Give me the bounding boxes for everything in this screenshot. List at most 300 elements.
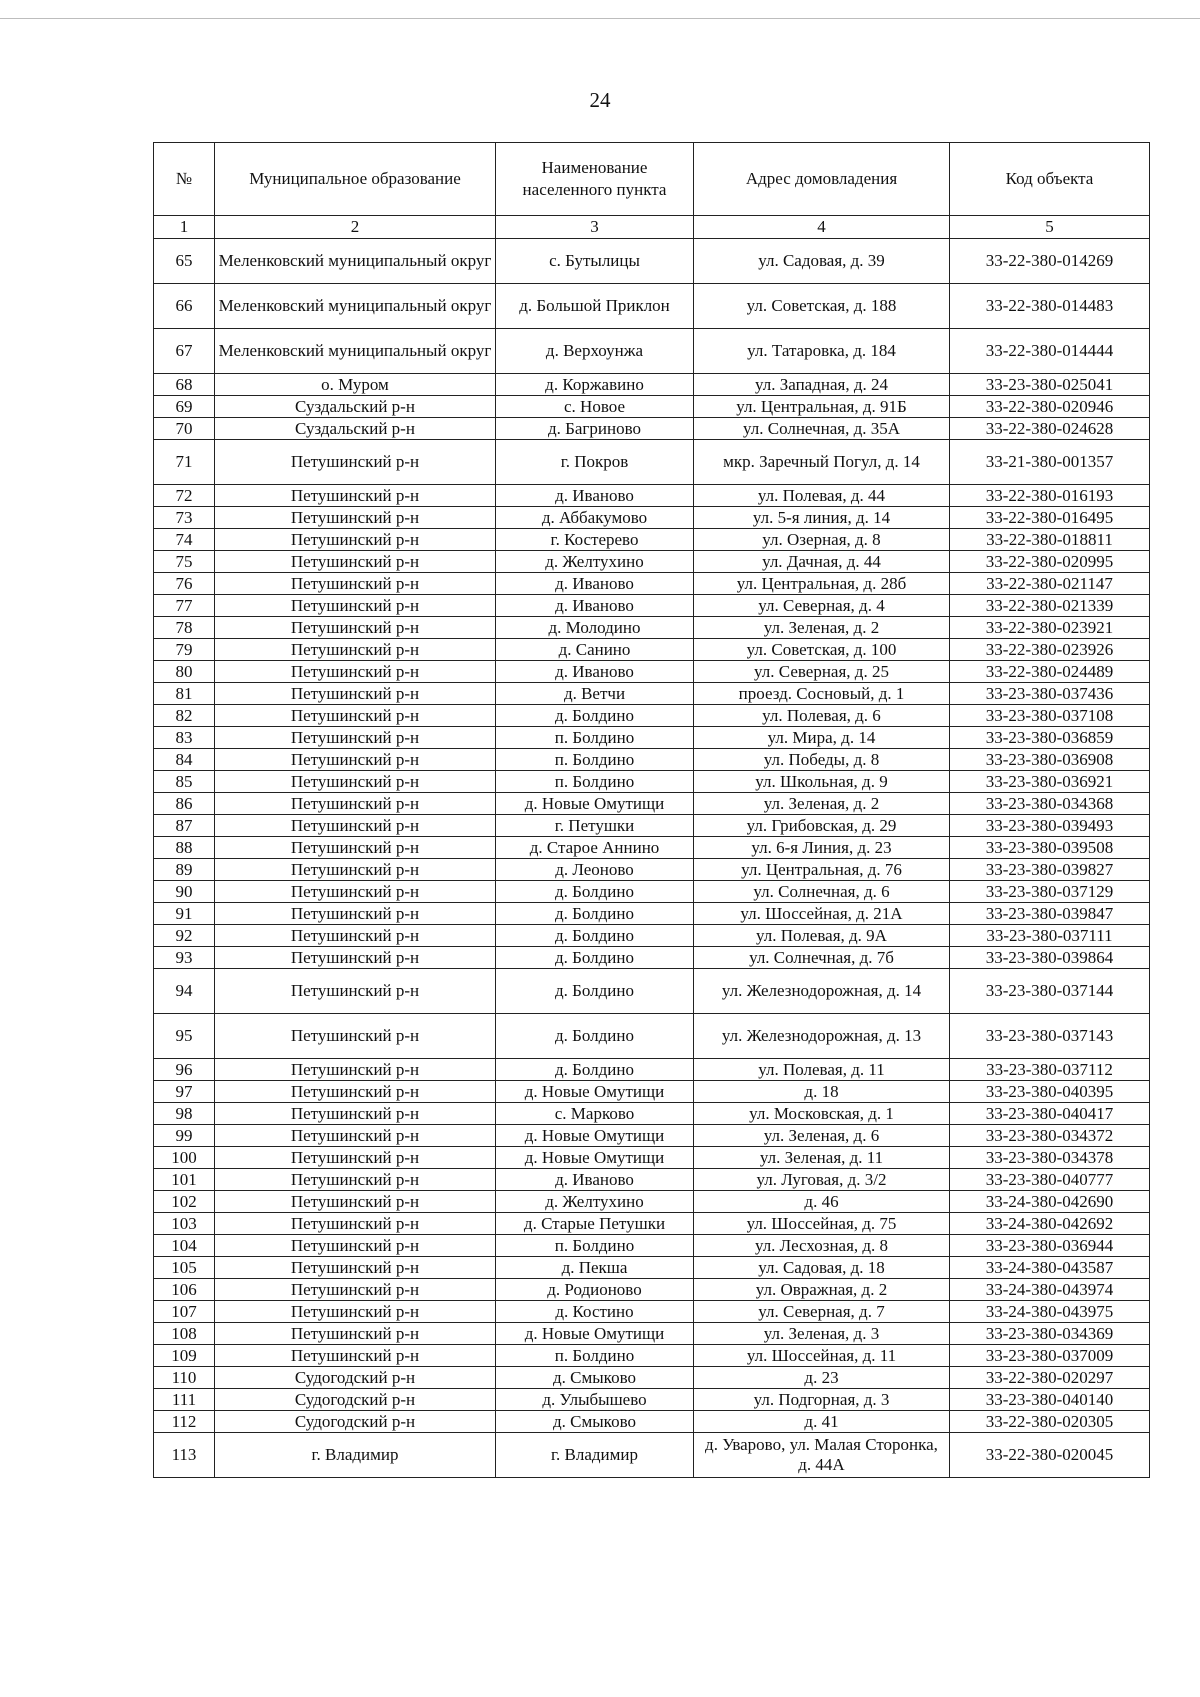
address-cell: ул. Мира, д. 14: [694, 727, 950, 749]
table-row: [154, 1389, 1150, 1411]
row-number-cell: 104: [154, 1235, 215, 1257]
settlement-cell: д. Новые Омутищи: [496, 1147, 694, 1169]
object-code-cell: 33-23-380-037129: [950, 881, 1150, 903]
row-number-cell: 79: [154, 639, 215, 661]
municipality-cell: Петушинский р-н: [215, 1059, 496, 1081]
row-number-cell: 98: [154, 1103, 215, 1125]
address-cell: ул. Зеленая, д. 2: [694, 617, 950, 639]
row-number-cell: 88: [154, 837, 215, 859]
object-code-cell: 33-22-380-014444: [950, 329, 1150, 374]
table-row: [154, 1323, 1150, 1345]
row-number-cell: 73: [154, 507, 215, 529]
table-row: [154, 329, 1150, 374]
address-cell: ул. Озерная, д. 8: [694, 529, 950, 551]
municipality-cell: Петушинский р-н: [215, 617, 496, 639]
row-number-cell: 77: [154, 595, 215, 617]
municipality-cell: Петушинский р-н: [215, 1301, 496, 1323]
object-code-cell: 33-23-380-039864: [950, 947, 1150, 969]
municipality-cell: Петушинский р-н: [215, 1279, 496, 1301]
table-row: [154, 661, 1150, 683]
municipality-cell: Петушинский р-н: [215, 815, 496, 837]
row-number-cell: 87: [154, 815, 215, 837]
address-cell: ул. Железнодорожная, д. 13: [694, 1014, 950, 1059]
object-code-cell: 33-21-380-001357: [950, 440, 1150, 485]
address-cell: ул. Дачная, д. 44: [694, 551, 950, 573]
settlement-cell: д. Иваново: [496, 1169, 694, 1191]
table-row: [154, 1014, 1150, 1059]
object-code-cell: 33-23-380-039508: [950, 837, 1150, 859]
row-number-cell: 111: [154, 1389, 215, 1411]
table-row: [154, 617, 1150, 639]
municipality-cell: Меленковский муниципальный округ: [215, 239, 496, 284]
table-row: [154, 1103, 1150, 1125]
table-row: [154, 507, 1150, 529]
object-code-cell: 33-23-380-036944: [950, 1235, 1150, 1257]
address-cell: ул. Западная, д. 24: [694, 374, 950, 396]
object-code-cell: 33-22-380-023921: [950, 617, 1150, 639]
settlement-cell: п. Болдино: [496, 1235, 694, 1257]
address-cell: ул. Северная, д. 7: [694, 1301, 950, 1323]
object-code-cell: 33-23-380-037111: [950, 925, 1150, 947]
row-number-cell: 112: [154, 1411, 215, 1433]
table-row: [154, 749, 1150, 771]
address-cell: ул. Шоссейная, д. 11: [694, 1345, 950, 1367]
row-number-cell: 92: [154, 925, 215, 947]
object-code-cell: 33-23-380-037108: [950, 705, 1150, 727]
table-row: [154, 396, 1150, 418]
row-number-cell: 66: [154, 284, 215, 329]
address-cell: ул. 5-я линия, д. 14: [694, 507, 950, 529]
table-row: [154, 284, 1150, 329]
settlement-cell: д. Костино: [496, 1301, 694, 1323]
settlement-cell: д. Молодино: [496, 617, 694, 639]
row-number-cell: 80: [154, 661, 215, 683]
object-code-cell: 33-23-380-037112: [950, 1059, 1150, 1081]
address-cell: ул. Советская, д. 188: [694, 284, 950, 329]
header-object-code: Код объекта: [950, 143, 1150, 216]
table-row: [154, 837, 1150, 859]
municipality-cell: Суздальский р-н: [215, 418, 496, 440]
table-row: [154, 1433, 1150, 1478]
settlement-cell: г. Петушки: [496, 815, 694, 837]
address-cell: ул. Солнечная, д. 35А: [694, 418, 950, 440]
settlement-cell: п. Болдино: [496, 771, 694, 793]
settlement-cell: п. Болдино: [496, 727, 694, 749]
row-number-cell: 97: [154, 1081, 215, 1103]
object-code-cell: 33-22-380-023926: [950, 639, 1150, 661]
municipality-cell: Петушинский р-н: [215, 551, 496, 573]
row-number-cell: 100: [154, 1147, 215, 1169]
row-number-cell: 74: [154, 529, 215, 551]
municipality-cell: Петушинский р-н: [215, 1213, 496, 1235]
address-cell: ул. Северная, д. 4: [694, 595, 950, 617]
object-code-cell: 33-23-380-034372: [950, 1125, 1150, 1147]
object-code-cell: 33-23-380-034368: [950, 793, 1150, 815]
column-number: 1: [154, 216, 215, 239]
row-number-cell: 75: [154, 551, 215, 573]
address-cell: ул. Луговая, д. 3/2: [694, 1169, 950, 1191]
address-cell: ул. Центральная, д. 28б: [694, 573, 950, 595]
header-municipality: Муниципальное образование: [215, 143, 496, 216]
address-cell: ул. Шоссейная, д. 75: [694, 1213, 950, 1235]
page-top-rule: [0, 18, 1200, 19]
settlement-cell: д. Иваново: [496, 661, 694, 683]
row-number-cell: 86: [154, 793, 215, 815]
object-code-cell: 33-23-380-037143: [950, 1014, 1150, 1059]
address-cell: ул. Садовая, д. 39: [694, 239, 950, 284]
table-row: [154, 639, 1150, 661]
table-row: [154, 859, 1150, 881]
row-number-cell: 110: [154, 1367, 215, 1389]
settlement-cell: д. Леоново: [496, 859, 694, 881]
header-number: №: [154, 143, 215, 216]
settlement-cell: д. Смыково: [496, 1367, 694, 1389]
settlement-cell: г. Костерево: [496, 529, 694, 551]
object-code-cell: 33-23-380-034369: [950, 1323, 1150, 1345]
settlement-cell: д. Иваново: [496, 573, 694, 595]
object-code-cell: 33-23-380-040777: [950, 1169, 1150, 1191]
settlement-cell: д. Желтухино: [496, 551, 694, 573]
address-cell: ул. Зеленая, д. 11: [694, 1147, 950, 1169]
object-code-cell: 33-24-380-043975: [950, 1301, 1150, 1323]
municipality-cell: Петушинский р-н: [215, 1191, 496, 1213]
address-cell: мкр. Заречный Погул, д. 14: [694, 440, 950, 485]
municipality-cell: Петушинский р-н: [215, 507, 496, 529]
row-number-cell: 71: [154, 440, 215, 485]
table-row: [154, 1147, 1150, 1169]
table-row: [154, 947, 1150, 969]
object-code-cell: 33-22-380-024489: [950, 661, 1150, 683]
settlement-cell: п. Болдино: [496, 1345, 694, 1367]
address-cell: д. 18: [694, 1081, 950, 1103]
object-code-cell: 33-23-380-039827: [950, 859, 1150, 881]
row-number-cell: 90: [154, 881, 215, 903]
table-row: [154, 903, 1150, 925]
row-number-cell: 67: [154, 329, 215, 374]
settlement-cell: с. Марково: [496, 1103, 694, 1125]
table-row: [154, 1345, 1150, 1367]
address-cell: ул. Овражная, д. 2: [694, 1279, 950, 1301]
row-number-cell: 65: [154, 239, 215, 284]
row-number-cell: 83: [154, 727, 215, 749]
row-number-cell: 101: [154, 1169, 215, 1191]
address-cell: д. 46: [694, 1191, 950, 1213]
address-cell: ул. Полевая, д. 9А: [694, 925, 950, 947]
object-code-cell: 33-22-380-016495: [950, 507, 1150, 529]
row-number-cell: 76: [154, 573, 215, 595]
settlement-cell: д. Иваново: [496, 485, 694, 507]
municipality-cell: Петушинский р-н: [215, 440, 496, 485]
object-code-cell: 33-23-380-040417: [950, 1103, 1150, 1125]
column-number: 3: [496, 216, 694, 239]
address-cell: ул. Солнечная, д. 6: [694, 881, 950, 903]
municipality-cell: Петушинский р-н: [215, 793, 496, 815]
table-row: [154, 683, 1150, 705]
table-row: [154, 374, 1150, 396]
row-number-cell: 81: [154, 683, 215, 705]
object-code-cell: 33-23-380-037009: [950, 1345, 1150, 1367]
address-cell: ул. Северная, д. 25: [694, 661, 950, 683]
table-row: [154, 1411, 1150, 1433]
municipality-cell: Петушинский р-н: [215, 683, 496, 705]
settlement-cell: п. Болдино: [496, 749, 694, 771]
settlement-cell: д. Болдино: [496, 969, 694, 1014]
municipality-cell: Петушинский р-н: [215, 903, 496, 925]
table-row: [154, 727, 1150, 749]
table-row: [154, 1367, 1150, 1389]
object-code-cell: 33-23-380-040395: [950, 1081, 1150, 1103]
municipality-cell: Петушинский р-н: [215, 485, 496, 507]
municipality-cell: Меленковский муниципальный округ: [215, 329, 496, 374]
settlement-cell: д. Верхоунжа: [496, 329, 694, 374]
table-row: [154, 925, 1150, 947]
table-row: [154, 1279, 1150, 1301]
table-row: [154, 969, 1150, 1014]
table-row: [154, 1081, 1150, 1103]
row-number-cell: 105: [154, 1257, 215, 1279]
address-cell: ул. Грибовская, д. 29: [694, 815, 950, 837]
object-code-cell: 33-22-380-014269: [950, 239, 1150, 284]
municipality-cell: Петушинский р-н: [215, 1081, 496, 1103]
municipality-cell: Петушинский р-н: [215, 1257, 496, 1279]
address-cell: ул. Шоссейная, д. 21А: [694, 903, 950, 925]
municipality-cell: Петушинский р-н: [215, 1103, 496, 1125]
settlement-cell: д. Багриново: [496, 418, 694, 440]
row-number-cell: 103: [154, 1213, 215, 1235]
table-row: [154, 595, 1150, 617]
table-row: [154, 793, 1150, 815]
table-row: [154, 239, 1150, 284]
row-number-cell: 91: [154, 903, 215, 925]
row-number-cell: 82: [154, 705, 215, 727]
municipality-cell: Суздальский р-н: [215, 396, 496, 418]
row-number-cell: 99: [154, 1125, 215, 1147]
row-number-cell: 107: [154, 1301, 215, 1323]
header-settlement: Наименование населенного пункта: [496, 143, 694, 216]
object-code-cell: 33-23-380-039493: [950, 815, 1150, 837]
row-number-cell: 94: [154, 969, 215, 1014]
address-cell: ул. Солнечная, д. 7б: [694, 947, 950, 969]
table-row: [154, 1235, 1150, 1257]
municipality-cell: Меленковский муниципальный округ: [215, 284, 496, 329]
table-header-row: [154, 143, 1150, 216]
row-number-cell: 70: [154, 418, 215, 440]
settlement-cell: д. Болдино: [496, 947, 694, 969]
object-code-cell: 33-22-380-018811: [950, 529, 1150, 551]
address-cell: ул. Лесхозная, д. 8: [694, 1235, 950, 1257]
municipality-cell: Петушинский р-н: [215, 859, 496, 881]
column-number: 4: [694, 216, 950, 239]
row-number-cell: 109: [154, 1345, 215, 1367]
row-number-cell: 108: [154, 1323, 215, 1345]
address-cell: ул. Московская, д. 1: [694, 1103, 950, 1125]
address-cell: д. Уварово, ул. Малая Сторонка, д. 44А: [694, 1433, 950, 1478]
municipality-cell: Петушинский р-н: [215, 639, 496, 661]
object-code-cell: 33-22-380-016193: [950, 485, 1150, 507]
municipality-cell: Петушинский р-н: [215, 661, 496, 683]
municipality-cell: Петушинский р-н: [215, 1014, 496, 1059]
municipality-cell: Петушинский р-н: [215, 881, 496, 903]
table-row: [154, 1301, 1150, 1323]
table-row: [154, 1125, 1150, 1147]
settlement-cell: д. Старое Аннино: [496, 837, 694, 859]
table-row: [154, 529, 1150, 551]
object-code-cell: 33-24-380-043587: [950, 1257, 1150, 1279]
table-row: [154, 1257, 1150, 1279]
row-number-cell: 95: [154, 1014, 215, 1059]
settlement-cell: д. Ветчи: [496, 683, 694, 705]
municipality-cell: Судогодский р-н: [215, 1367, 496, 1389]
municipality-cell: Петушинский р-н: [215, 1147, 496, 1169]
address-cell: ул. Советская, д. 100: [694, 639, 950, 661]
object-code-cell: 33-23-380-036908: [950, 749, 1150, 771]
address-cell: ул. 6-я Линия, д. 23: [694, 837, 950, 859]
municipality-cell: г. Владимир: [215, 1433, 496, 1478]
municipality-cell: Петушинский р-н: [215, 529, 496, 551]
object-code-cell: 33-23-380-034378: [950, 1147, 1150, 1169]
settlement-cell: д. Болдино: [496, 903, 694, 925]
settlement-cell: д. Санино: [496, 639, 694, 661]
row-number-cell: 68: [154, 374, 215, 396]
settlement-cell: д. Новые Омутищи: [496, 793, 694, 815]
object-code-cell: 33-22-380-021147: [950, 573, 1150, 595]
settlement-cell: с. Бутылицы: [496, 239, 694, 284]
row-number-cell: 96: [154, 1059, 215, 1081]
settlement-cell: д. Улыбышево: [496, 1389, 694, 1411]
settlement-cell: д. Аббакумово: [496, 507, 694, 529]
header-address: Адрес домовладения: [694, 143, 950, 216]
objects-table: [153, 142, 1150, 1478]
object-code-cell: 33-24-380-043974: [950, 1279, 1150, 1301]
municipality-cell: Петушинский р-н: [215, 595, 496, 617]
settlement-cell: д. Болдино: [496, 1059, 694, 1081]
municipality-cell: Петушинский р-н: [215, 771, 496, 793]
page-number: 24: [589, 88, 611, 112]
row-number-cell: 69: [154, 396, 215, 418]
object-code-cell: 33-23-380-025041: [950, 374, 1150, 396]
object-code-cell: 33-24-380-042690: [950, 1191, 1150, 1213]
row-number-cell: 72: [154, 485, 215, 507]
address-cell: ул. Татаровка, д. 184: [694, 329, 950, 374]
address-cell: ул. Школьная, д. 9: [694, 771, 950, 793]
settlement-cell: г. Владимир: [496, 1433, 694, 1478]
table-row: [154, 881, 1150, 903]
address-cell: ул. Железнодорожная, д. 14: [694, 969, 950, 1014]
row-number-cell: 93: [154, 947, 215, 969]
table-row: [154, 1059, 1150, 1081]
settlement-cell: д. Болдино: [496, 881, 694, 903]
object-code-cell: 33-22-380-020297: [950, 1367, 1150, 1389]
object-code-cell: 33-23-380-039847: [950, 903, 1150, 925]
object-code-cell: 33-23-380-036859: [950, 727, 1150, 749]
settlement-cell: д. Старые Петушки: [496, 1213, 694, 1235]
settlement-cell: д. Болдино: [496, 925, 694, 947]
table-row: [154, 705, 1150, 727]
table-row: [154, 771, 1150, 793]
object-code-cell: 33-22-380-020045: [950, 1433, 1150, 1478]
settlement-cell: д. Родионово: [496, 1279, 694, 1301]
settlement-cell: д. Новые Омутищи: [496, 1323, 694, 1345]
address-cell: ул. Зеленая, д. 6: [694, 1125, 950, 1147]
municipality-cell: Судогодский р-н: [215, 1389, 496, 1411]
column-number: 2: [215, 216, 496, 239]
object-code-cell: 33-22-380-020995: [950, 551, 1150, 573]
settlement-cell: с. Новое: [496, 396, 694, 418]
table-row: [154, 418, 1150, 440]
object-code-cell: 33-22-380-020946: [950, 396, 1150, 418]
address-cell: проезд. Сосновый, д. 1: [694, 683, 950, 705]
address-cell: ул. Садовая, д. 18: [694, 1257, 950, 1279]
address-cell: ул. Полевая, д. 6: [694, 705, 950, 727]
object-code-cell: 33-22-380-014483: [950, 284, 1150, 329]
municipality-cell: Петушинский р-н: [215, 925, 496, 947]
settlement-cell: д. Смыково: [496, 1411, 694, 1433]
municipality-cell: Петушинский р-н: [215, 1345, 496, 1367]
object-code-cell: 33-23-380-037436: [950, 683, 1150, 705]
object-code-cell: 33-23-380-037144: [950, 969, 1150, 1014]
table-row: [154, 551, 1150, 573]
municipality-cell: Петушинский р-н: [215, 1235, 496, 1257]
table-body: [154, 239, 1150, 1478]
settlement-cell: д. Желтухино: [496, 1191, 694, 1213]
address-cell: ул. Зеленая, д. 3: [694, 1323, 950, 1345]
object-code-cell: 33-24-380-042692: [950, 1213, 1150, 1235]
municipality-cell: Судогодский р-н: [215, 1411, 496, 1433]
address-cell: ул. Победы, д. 8: [694, 749, 950, 771]
settlement-cell: д. Новые Омутищи: [496, 1081, 694, 1103]
settlement-cell: д. Болдино: [496, 705, 694, 727]
municipality-cell: Петушинский р-н: [215, 573, 496, 595]
address-cell: ул. Центральная, д. 91Б: [694, 396, 950, 418]
table-row: [154, 440, 1150, 485]
settlement-cell: д. Иваново: [496, 595, 694, 617]
address-cell: ул. Подгорная, д. 3: [694, 1389, 950, 1411]
settlement-cell: г. Покров: [496, 440, 694, 485]
address-cell: ул. Зеленая, д. 2: [694, 793, 950, 815]
municipality-cell: Петушинский р-н: [215, 749, 496, 771]
row-number-cell: 102: [154, 1191, 215, 1213]
row-number-cell: 84: [154, 749, 215, 771]
column-number: 5: [950, 216, 1150, 239]
table-row: [154, 485, 1150, 507]
municipality-cell: о. Муром: [215, 374, 496, 396]
municipality-cell: Петушинский р-н: [215, 969, 496, 1014]
municipality-cell: Петушинский р-н: [215, 727, 496, 749]
address-cell: ул. Полевая, д. 44: [694, 485, 950, 507]
row-number-cell: 106: [154, 1279, 215, 1301]
table-row: [154, 1191, 1150, 1213]
settlement-cell: д. Пекша: [496, 1257, 694, 1279]
address-cell: ул. Полевая, д. 11: [694, 1059, 950, 1081]
row-number-cell: 85: [154, 771, 215, 793]
object-code-cell: 33-22-380-020305: [950, 1411, 1150, 1433]
municipality-cell: Петушинский р-н: [215, 1125, 496, 1147]
municipality-cell: Петушинский р-н: [215, 1169, 496, 1191]
municipality-cell: Петушинский р-н: [215, 705, 496, 727]
row-number-cell: 78: [154, 617, 215, 639]
object-code-cell: 33-23-380-040140: [950, 1389, 1150, 1411]
table-row: [154, 1213, 1150, 1235]
row-number-cell: 113: [154, 1433, 215, 1478]
table-row: [154, 1169, 1150, 1191]
settlement-cell: д. Новые Омутищи: [496, 1125, 694, 1147]
table-row: [154, 815, 1150, 837]
municipality-cell: Петушинский р-н: [215, 837, 496, 859]
municipality-cell: Петушинский р-н: [215, 947, 496, 969]
object-code-cell: 33-22-380-021339: [950, 595, 1150, 617]
object-code-cell: 33-23-380-036921: [950, 771, 1150, 793]
settlement-cell: д. Коржавино: [496, 374, 694, 396]
